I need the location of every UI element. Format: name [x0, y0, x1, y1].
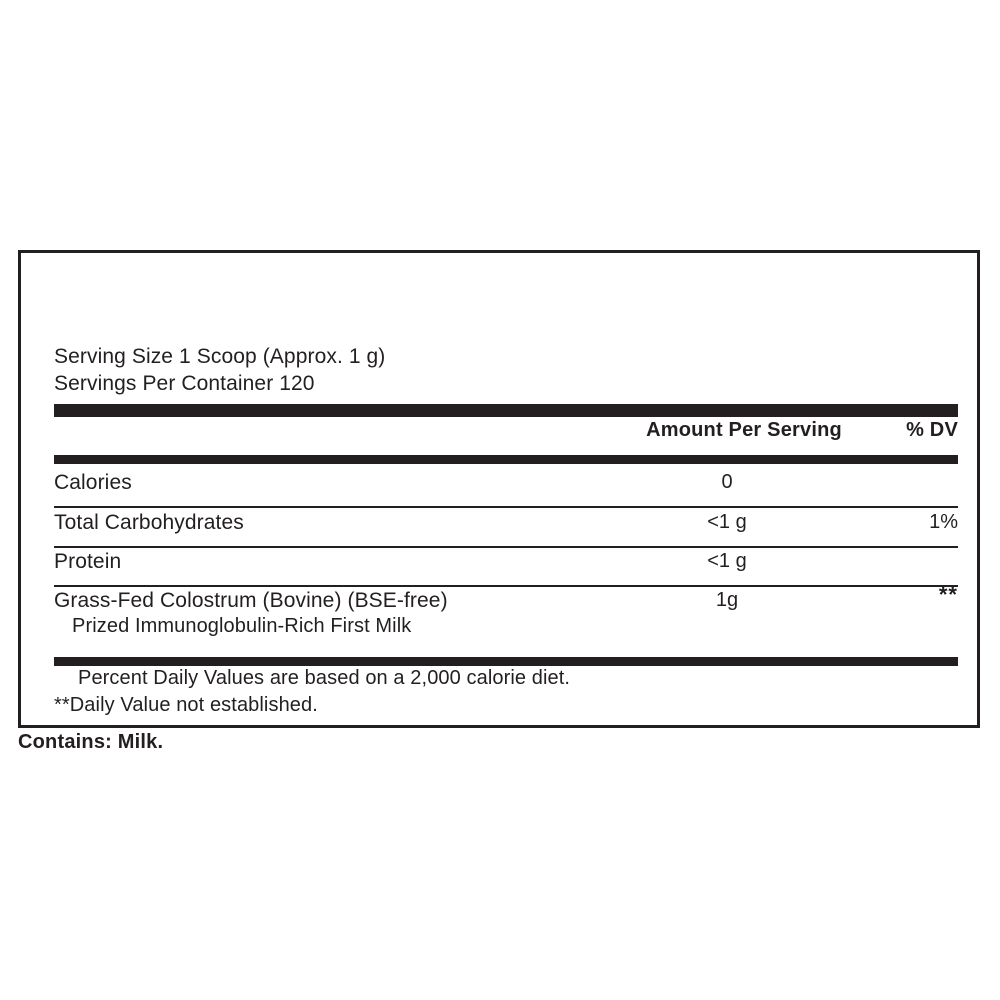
panel-inner — [37, 253, 961, 725]
divider-bar-top — [54, 404, 958, 417]
column-headers — [54, 419, 958, 449]
nutrient-name: Calories — [54, 471, 132, 494]
nutrient-name: Total Carbohydrates — [54, 511, 244, 534]
divider-bar-footnote — [54, 657, 958, 666]
footnote-daily-values: Percent Daily Values are based on a 2,000 calorie diet. — [78, 667, 571, 689]
header-amount-per-serving: Amount Per Serving — [646, 419, 842, 441]
footnote-dv-not-established: **Daily Value not established. — [54, 694, 318, 716]
divider-bar-header — [54, 455, 958, 464]
serving-size-text: Serving Size 1 Scoop (Approx. 1 g) — [54, 345, 386, 368]
header-percent-dv: % DV — [906, 419, 958, 441]
nutrient-subtext: Prized Immunoglobulin-Rich First Milk — [72, 615, 412, 637]
contains-statement: Contains: Milk. — [18, 731, 164, 753]
nutrient-amount: <1 g — [707, 550, 747, 572]
nutrient-amount: 0 — [721, 471, 733, 493]
nutrient-amount: <1 g — [707, 511, 747, 533]
nutrient-name: Grass-Fed Colostrum (Bovine) (BSE-free) — [54, 589, 448, 612]
nutrient-amount: 1g — [715, 589, 739, 611]
serving-info — [54, 343, 961, 397]
supplement-facts-panel — [18, 250, 980, 728]
nutrient-dv: ** — [938, 582, 958, 607]
table-row — [54, 468, 958, 506]
servings-per-container-text: Servings Per Container 120 — [54, 372, 315, 395]
table-row — [54, 582, 958, 637]
table-row — [54, 547, 958, 585]
table-row — [54, 508, 958, 546]
nutrient-name: Protein — [54, 550, 122, 573]
nutrient-dv: 1% — [929, 511, 958, 533]
